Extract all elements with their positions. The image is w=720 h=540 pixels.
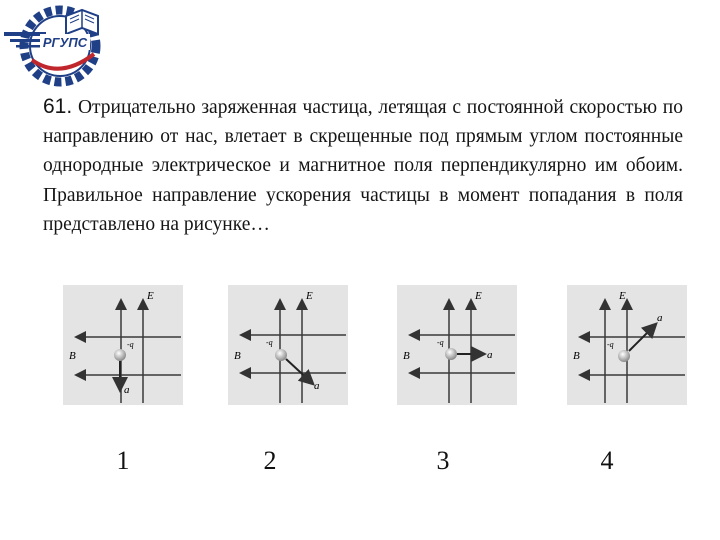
particle (114, 349, 126, 361)
answer-number-2[interactable]: 2 (263, 446, 277, 475)
answer-number-3[interactable]: 3 (436, 446, 450, 475)
b-label: B (403, 350, 410, 362)
particle (275, 349, 287, 361)
answer-number-4[interactable]: 4 (600, 446, 614, 475)
charge-label: -q (266, 338, 273, 347)
question-number: 61. (43, 95, 73, 118)
charge-label: -q (127, 340, 134, 349)
e-label: E (619, 290, 626, 302)
e-label: E (475, 290, 482, 302)
figure-2-diagram (228, 285, 348, 405)
figure-bg (397, 285, 517, 405)
a-label: a (487, 349, 493, 361)
question-text-block (43, 92, 683, 239)
b-label: B (234, 350, 241, 362)
charge-label: -q (607, 340, 614, 349)
a-label: a (124, 384, 130, 396)
figure-bg (63, 285, 183, 405)
question-body: Отрицательно заряженная частица, летящая с постоянной скоростью по направлению от нас, влетает в скрещенные под прямым углом постоянные однородные электрическое и магнитное поля перпендикулярно им обоим. Правильное направление ускорения частицы в момент попадания в поля представлено на рисунке… (43, 97, 683, 235)
figure-3-diagram (397, 285, 517, 405)
figure-1-diagram (63, 285, 183, 405)
b-label: B (69, 350, 76, 362)
a-label: a (657, 312, 663, 324)
rgups-logo (2, 2, 112, 90)
e-label: E (306, 290, 313, 302)
answer-figure-4[interactable] (567, 285, 687, 405)
answer-figure-3[interactable] (397, 285, 517, 405)
figure-bg (228, 285, 348, 405)
answer-number-1[interactable]: 1 (116, 446, 130, 475)
b-label: B (573, 350, 580, 362)
figure-4-diagram (567, 285, 687, 405)
e-label: E (147, 290, 154, 302)
answer-figure-1[interactable] (63, 285, 183, 405)
particle (445, 348, 457, 360)
charge-label: -q (437, 338, 444, 347)
particle (618, 350, 630, 362)
a-label: a (314, 380, 320, 392)
answer-figure-2[interactable] (228, 285, 348, 405)
logo-text: РГУПС (42, 35, 88, 50)
